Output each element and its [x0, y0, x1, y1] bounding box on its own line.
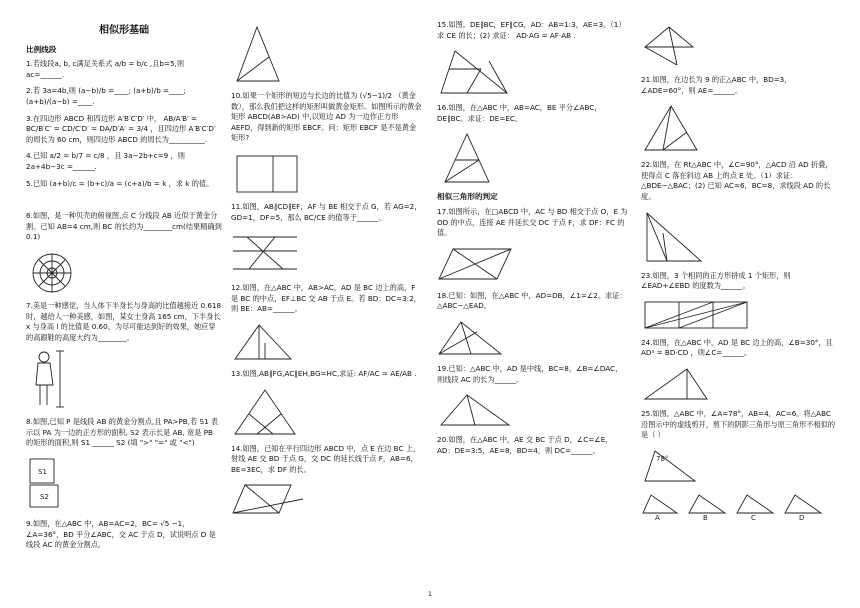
- fig-21-triangle: [641, 102, 701, 154]
- fig-15-triangle: [437, 47, 517, 97]
- question-11: 11.如图，AB∥CD∥EF，AF 与 BE 相交于点 G，若 AG=2，GD=1，DF=5，那么 BC/CE 的值等于______。: [231, 201, 422, 222]
- question-24: 24.如图，在△ABC 中，AD 是 BC 边上的高，∠B=30°，且 AD² = BD·CD ，则∠C=______。: [641, 337, 833, 358]
- shell-figure: [26, 249, 82, 295]
- option-d-label: D: [799, 513, 805, 521]
- question-1: 1.若线段a, b, c满足关系式 a/b = b/c ,且b=5,则ac=______.: [26, 59, 185, 79]
- fig-17-parallelogram: [437, 245, 517, 285]
- question-12: 12.如图，在△ABC 中，AB>AC，AD 是 BC 边上的高，F 是 BC 的中点，EF⊥BC 交 AB 于点 E。若 BD：DC=3:2，则 BE：AB=______。: [231, 283, 421, 314]
- column-1: [26, 20, 222, 557]
- question-16: 16.如图，在△ABC 中，AB=AC，BE 平分∠ABC，DE∥BC。求证：DE=EC。: [437, 103, 602, 123]
- question-18: 18.已知：如图，在△ABC 中，AD=DB，∠1=∠2。求证：△ABC∽△EAD。: [437, 290, 627, 311]
- question-20: 20.如图，在△ABC 中，AE 交 BC 于点 D，∠C=∠E，AD：DE=3:5，AE=8，BD=4，则 DC=______。: [437, 435, 613, 455]
- question-14: 14.如图，已知在平行四边形 ABCD 中，点 E 在边 BC 上，射线 AE 交 BD 于点 G，交 DC 的延长线于点 F，AB=6，BE=3EC，求 DF 的长。: [231, 443, 421, 474]
- question-5: 5.已知 (a+b)/c = (b+c)/a = (c+a)/b = k ，求 k 的值。: [26, 178, 214, 188]
- question-4: 4.已知 a/2 = b/7 = c/8 ，且 3a−2b+c=9 ，则 2a+4b−3c =______.: [26, 151, 185, 171]
- page-title: 相似形基础: [99, 25, 149, 36]
- golden-rectangle-figure: [231, 150, 307, 196]
- fig-12-triangle: [231, 321, 297, 363]
- fig-25-triangle: [641, 447, 701, 485]
- question-23: 23.如图，3 个相同的正方形拼成 1 个矩形，则∠EAD+∠EBD 的度数为______。: [641, 270, 791, 291]
- question-19: 19.已知：△ABC 中，AD 是中线，BC=8，∠B=∠DAC，则线段 AC 的长为______。: [437, 363, 623, 384]
- three-squares-figure: [641, 298, 751, 332]
- fig-20-triangle: [641, 23, 701, 69]
- question-3: 3.在四边形 ABCD 和四边形 A′B′C′D′ 中， AB/A′B′ = BC/B′C′ = CD/C′D′ = DA/D′A′ = 3/4 ，且四边形 A′B′C′D′ 的周长为 60 cm，则四边形 ABCD 的周长为__________.: [26, 113, 216, 144]
- question-8: 8.如图,已知 P 是线段 AB 的黄金分割点,且 PA>PB,若 S1 表示以 PA 为一边的正方形的面积, S2 表示长是 AB, 宽是 PB 的矩形的面积,则 S1 ______ S2 (填 ">" "=" 或 "<"): [26, 417, 219, 448]
- fig-25-options: [641, 491, 831, 521]
- fig-18-triangle: [437, 318, 507, 358]
- column-4: [641, 20, 837, 527]
- parallel-lines-figure: [231, 229, 301, 277]
- option-a-label: A: [655, 513, 660, 521]
- fig-22-triangle: [641, 209, 705, 265]
- parallelogram-figure: [231, 481, 311, 519]
- question-2: 2.若 3a=4b,则 (a−b)/b =____; (a+b)/b =____; (a+b)/(a−b) =____.: [26, 86, 186, 106]
- question-10: 10.如果一个矩形的短边与长边的比值为 (√5−1)/2 （黄金数），那么我们把这样的矩形叫做黄金矩形。如图所示的黄金矩形 ABCD(AB>AD) 中,以短边 AD 为一边作正方形 AEFD，得到新的矩形 EBCF。问：矩形 EBCF 是不是黄金矩形?: [231, 91, 422, 143]
- question-21: 21.如图，在边长为 9 的正△ABC 中，BD=3，∠ADE=60°，则 AE=______。: [641, 75, 792, 95]
- page-number: 1: [427, 590, 433, 598]
- question-7: 7.美是一种感觉，当人体下半身长与身高的比值越接近 0.618 时，越给人一种美感，如图，某女士身高 165 cm，下半身长 x 与身高 l 的比值是 0.60。为尽可能达到好的效果，她应穿的高跟鞋的高度大约为________。: [26, 300, 222, 342]
- question-9: 9.如图，在△ABC 中，AB=AC=2，BC= √5 −1，∠A=36°，BD 平分∠ABC，交 AC 于点 D，试说明点 D 是线段 AC 的黄金分割点。: [26, 519, 216, 550]
- fig-9-triangle: [231, 23, 291, 85]
- question-22: 22.如图，在 Rt△ABC 中，∠C=90°，△ACD 沿 AD 折叠，使得点 C 落在斜边 AB 上的点 E 处。（1）求证：△BDE∽△BAC；(2) 已知 AC=6，BC=8，求线段 AD 的长度。: [641, 160, 833, 201]
- question-17: 17.如图所示，在□ABCD 中，AC 与 BD 相交于点 O，E 为 OD 的中点，连接 AE 并延长交 DC 于点 F，求 DF：FC 的值。: [437, 206, 628, 238]
- section-judge: 相似三角形的判定: [437, 192, 498, 202]
- option-b-label: B: [703, 513, 708, 521]
- s2-label: S2: [40, 493, 49, 502]
- question-6: 6.如图，是一种贝壳的俯视图,点 C 分线段 AB 近似于黄金分割。已知 AB=4 cm,则 BC 的长约为________cm(结果精确到 0.1): [26, 211, 222, 242]
- question-15: 15.如图，DE∥BC，EF∥CG，AD：AB=1:3，AE=3。（1）求 CE 的长；(2) 求证： AD·AG = AF·AB .: [437, 20, 626, 40]
- fig-16-triangle: [437, 130, 497, 186]
- section-ratio: 比例线段: [26, 44, 57, 54]
- s1-label: S1: [38, 468, 47, 477]
- question-13: 13.如图,AB∥FG,AC∥EH,BG=HC,求证: AF/AC = AE/AB .: [231, 368, 417, 378]
- fig-19-triangle: [437, 391, 513, 429]
- woman-figure: [26, 349, 66, 411]
- fig-13-triangle: [231, 386, 299, 438]
- fig-24-triangle: [641, 365, 721, 403]
- column-3: [437, 20, 629, 462]
- golden-square-figure: [26, 455, 66, 513]
- option-c-label: C: [751, 513, 756, 521]
- question-25: 25.如图，△ABC 中，∠A=78°，AB=4，AC=6。将△ABC 沿图示中的虚线剪开，剪下的阴影三角形与原三角形不相似的是（ ）: [641, 408, 836, 440]
- column-2: [231, 20, 423, 525]
- angle-78-label: 78°: [656, 454, 669, 463]
